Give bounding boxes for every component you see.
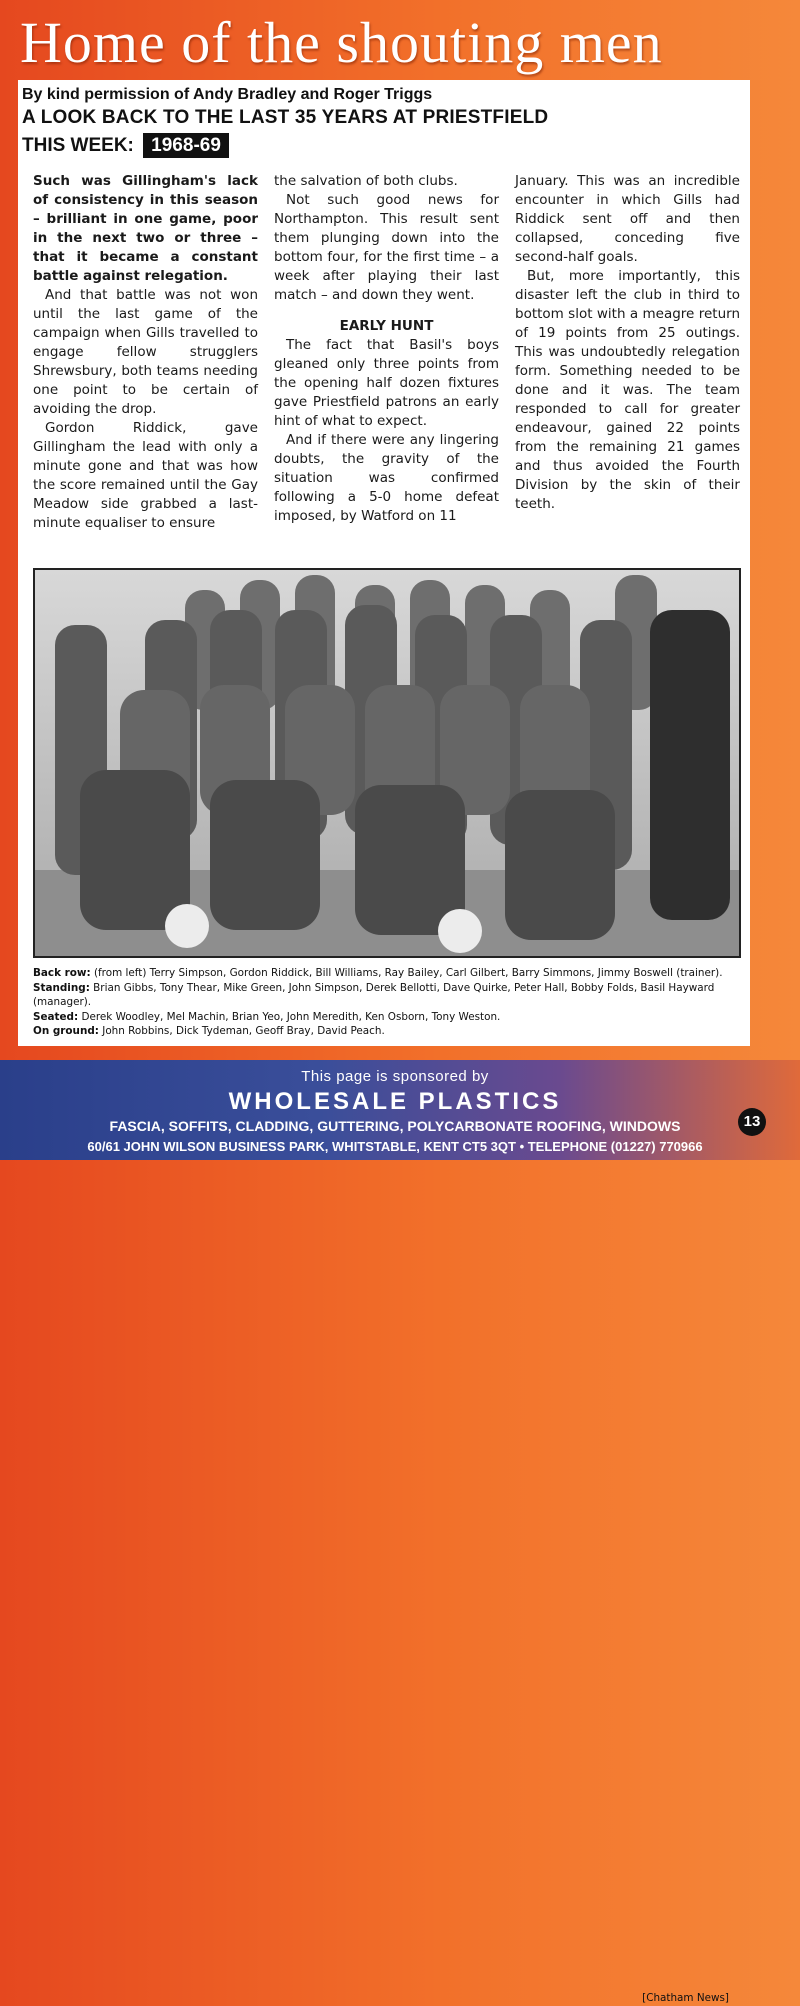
- lead-paragraph: Such was Gillingham's lack of consistency in this season – brilliant in one game, poor in the next two or three – that it became a constant battle against relegation.: [33, 173, 258, 284]
- section-subheading: EARLY HUNT: [339, 318, 434, 334]
- article-paragraph: The fact that Basil's boys gleaned only three points from the opening half dozen fixtures gave Priestfield patrons an early hint of what to expect.: [274, 337, 499, 429]
- caption-on-ground: [33, 1024, 741, 1039]
- sponsor-name: WHOLESALE PLASTICS: [228, 1088, 562, 1115]
- caption-back-row: [33, 966, 741, 981]
- caption-standing: [33, 981, 741, 1010]
- article-paragraph: And that battle was not won until the last game of the campaign when Gills travelled to engage fellow strugglers Shrewsbury, both teams needing one point to be certain of avoiding the drop.: [33, 287, 258, 417]
- caption-label: Standing:: [33, 981, 90, 994]
- article-paragraph: Gordon Riddick, gave Gillingham the lead with only a minute gone and that was how the score remained until the Gay Meadow side grabbed a last-minute equaliser to ensure: [33, 420, 258, 531]
- sponsor-address: 60/61 JOHN WILSON BUSINESS PARK, WHITSTABLE, KENT CT5 3QT • TELEPHONE (01227) 770966: [87, 1139, 703, 1154]
- this-week-label: THIS WEEK:: [22, 135, 134, 156]
- article-paragraph: But, more importantly, this disaster left the club in third to bottom slot with a meagre return of 19 points from 25 outings. This was undoubtedly relegation form. Something needed to be done and it was. The team responded to call for greater endeavour, gained 22 points from the remaining 21 games and thus avoided the Fourth Division by the skin of their teeth.: [515, 268, 740, 512]
- team-photo-illustration: [35, 570, 739, 956]
- article-column-3: [515, 172, 740, 514]
- this-week-heading: [22, 132, 229, 159]
- permission-line: By kind permission of Andy Bradley and Roger Triggs: [22, 86, 433, 103]
- caption-text: John Robbins, Dick Tydeman, Geoff Bray, David Peach.: [102, 1025, 385, 1037]
- caption-label: Back row:: [33, 967, 91, 979]
- caption-text: Derek Woodley, Mel Machin, Brian Yeo, John Meredith, Ken Osborn, Tony Weston.: [81, 1010, 501, 1023]
- page-number: 13: [738, 1108, 766, 1136]
- photo-credit: [Chatham News]: [642, 1992, 729, 2004]
- article-subtitle: A LOOK BACK TO THE LAST 35 YEARS AT PRIESTFIELD: [22, 107, 549, 128]
- article-paragraph: Not such good news for Northampton. This result sent them plunging down into the bottom four, for the first time – a week after playing their last match – and down they went.: [274, 192, 499, 303]
- page-title: Home of the shouting men: [20, 10, 663, 75]
- article-paragraph: the salvation of both clubs.: [274, 173, 458, 189]
- team-photo: [33, 568, 741, 958]
- article-column-2: [274, 172, 499, 526]
- caption-text: (from left) Terry Simpson, Gordon Riddick, Bill Williams, Ray Bailey, Carl Gilbert, Barry Simmons, Jimmy Boswell (trainer).: [93, 967, 723, 979]
- article-column-1: [33, 172, 258, 533]
- season-tag: 1968-69: [143, 133, 229, 158]
- caption-seated: [33, 1010, 741, 1025]
- sponsor-services: FASCIA, SOFFITS, CLADDING, GUTTERING, POLYCARBONATE ROOFING, WINDOWS: [109, 1118, 681, 1134]
- caption-label: On ground:: [33, 1025, 99, 1037]
- caption-text: Brian Gibbs, Tony Thear, Mike Green, John Simpson, Derek Bellotti, Dave Quirke, Peter Hall, Bobby Folds, Basil Hayward (manager).: [33, 981, 715, 1008]
- article-paragraph: And if there were any lingering doubts, the gravity of the situation was confirmed following a 5-0 home defeat imposed, by Watford on 11: [274, 432, 499, 524]
- caption-label: Seated:: [33, 1010, 79, 1023]
- sponsor-footer: [0, 1060, 800, 1160]
- article-paragraph: January. This was an incredible encounter in which Gills had Riddick sent off and then collapsed, conceding five second-half goals.: [515, 173, 740, 265]
- sponsor-intro: This page is sponsored by: [301, 1068, 489, 1085]
